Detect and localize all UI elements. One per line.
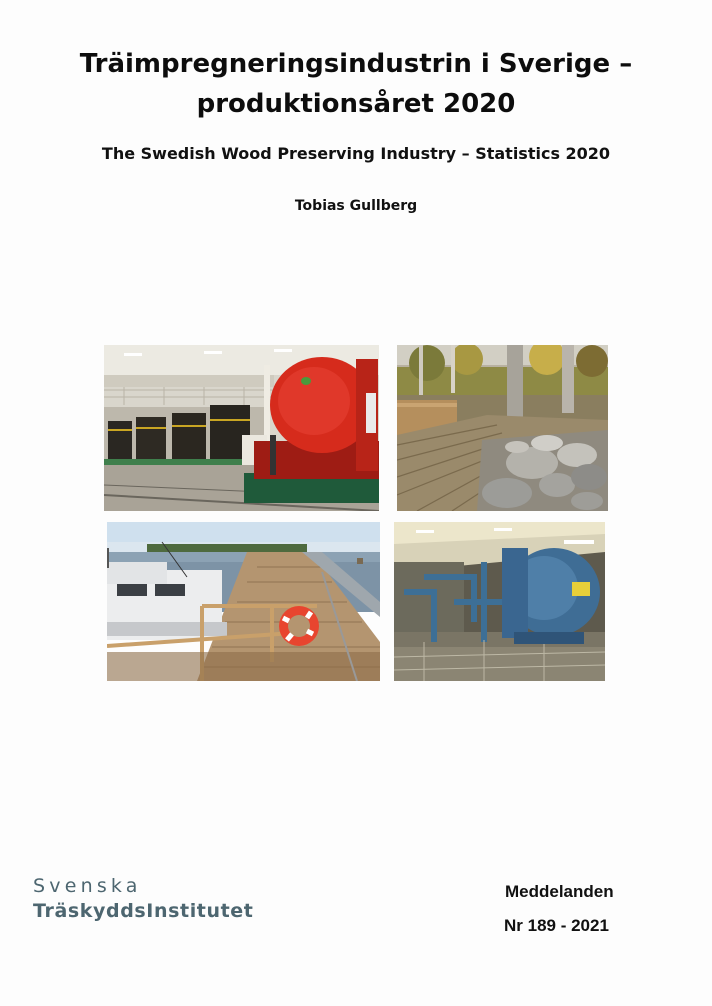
cover-title-line-2: produktionsåret 2020 (196, 89, 516, 119)
series-label: Meddelanden (505, 882, 614, 901)
blue-pressure-vessel-photo (394, 522, 605, 681)
publisher-logo (33, 874, 253, 924)
wooden-deck-boulders-photo (397, 345, 608, 511)
cover-title-line-1: Träimpregneringsindustrin i Sverige – (79, 49, 633, 79)
publisher-logo-line-1: Svenska (33, 875, 142, 897)
cover-title (0, 44, 712, 124)
series-number: Nr 189 - 2021 (504, 916, 609, 935)
cover-subtitle: The Swedish Wood Preserving Industry – Statistics 2020 (101, 144, 611, 163)
author-name: Tobias Gullberg (294, 198, 418, 214)
publisher-logo-line-2: TräskyddsInstitutet (33, 900, 254, 922)
impregnation-plant-red-cylinder-photo (104, 345, 379, 511)
marina-pier-boat-photo (107, 522, 380, 681)
